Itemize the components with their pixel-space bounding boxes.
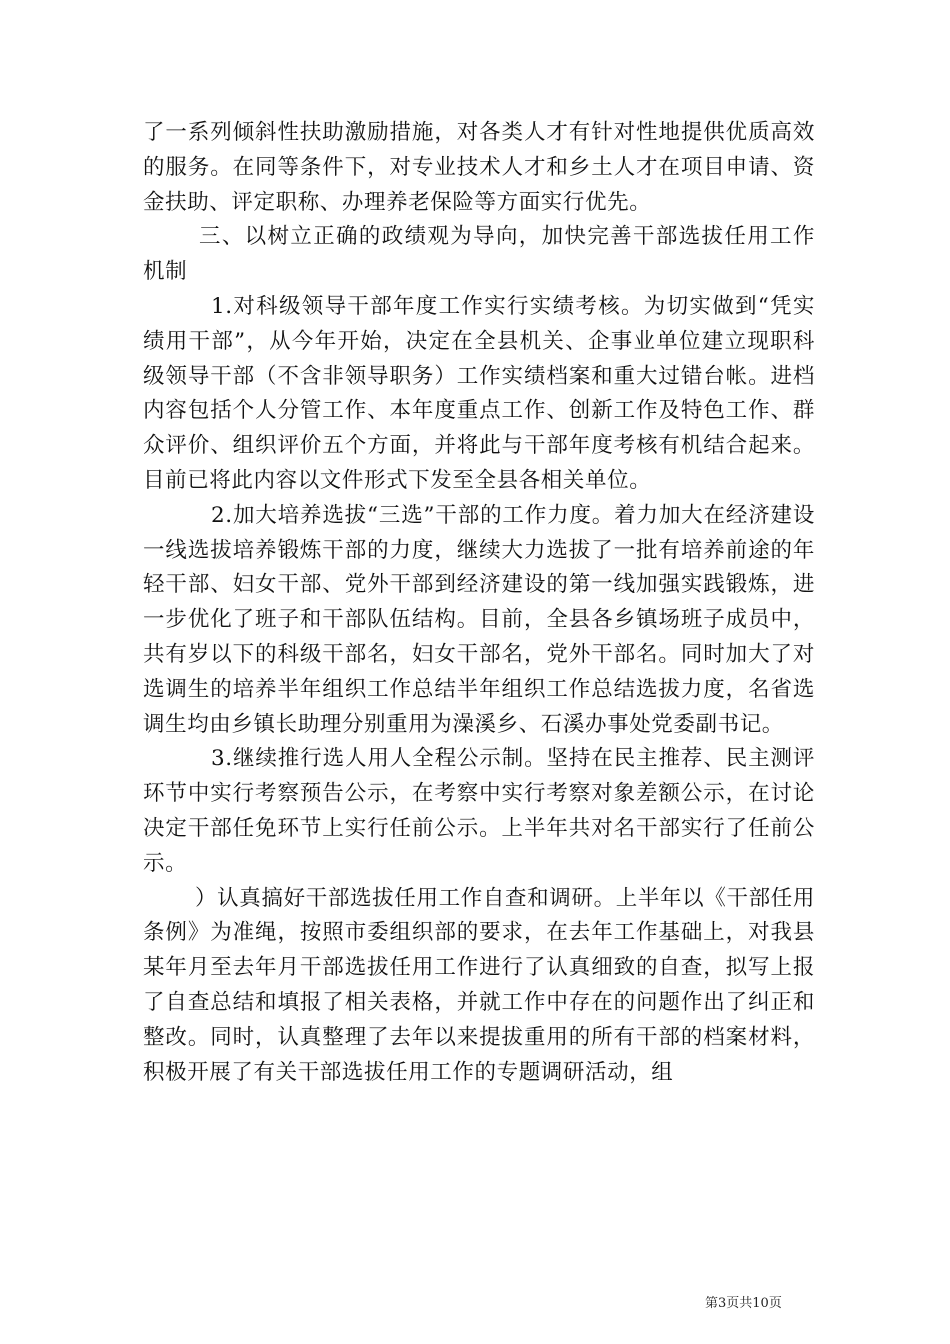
section-heading: 三、以树立正确的政绩观为导向，加快完善干部选拔任用工作机制	[143, 224, 815, 285]
paragraph-continuation: 了一系列倾斜性扶助激励措施，对各类人才有针对性地提供优质高效的服务。在同等条件下，对专业技术人才和乡土人才在项目申请、资金扶助、评定职称、办理养老保险等方面实行优先。	[143, 120, 815, 215]
list-item-1: 1.对科级领导干部年度工作实行实绩考核。为切实做到“凭实绩用干部”，从今年开始，决定在全县机关、企事业单位建立现职科级领导干部（不含非领导职务）工作实绩档案和重大过错台帐。进档内容包括个人分管工作、本年度重点工作、创新工作及特色工作、群众评价、组织评价五个方面，并将此与干部年度考核有机结合起来。目前已将此内容以文件形式下发至全县各相关单位。	[143, 293, 815, 493]
paragraph-self-inspection: ）认真搞好干部选拔任用工作自查和调研。上半年以《干部任用条例》为准绳，按照市委组织部的要求，在去年工作基础上，对我县某年月至去年月干部选拔任用工作进行了认真细致的自查，拟写上报了自查总结和填报了相关表格，并就工作中存在的问题作出了纠正和整改。同时，认真整理了去年以来提拔重用的所有干部的档案材料，积极开展了有关干部选拔任用工作的专题调研活动，组	[143, 885, 815, 1085]
document-body	[143, 116, 815, 1090]
list-item-3: 3.继续推行选人用人全程公示制。坚持在民主推荐、民主测评环节中实行考察预告公示，在考察中实行考察对象差额公示，在讨论决定干部任免环节上实行任前公示。上半年共对名干部实行了任前公示。	[143, 746, 815, 876]
list-item-2: 2.加大培养选拔“三选”干部的工作力度。着力加大在经济建设一线选拔培养锻炼干部的力度，继续大力选拔了一批有培养前途的年轻干部、妇女干部、党外干部到经济建设的第一线加强实践锻炼，进一步优化了班子和干部队伍结构。目前，全县各乡镇场班子成员中，共有岁以下的科级干部名，妇女干部名，党外干部名。同时加大了对选调生的培养半年组织工作总结半年组织工作总结选拔力度，名省选调生均由乡镇长助理分别重用为澡溪乡、石溪办事处党委副书记。	[143, 502, 815, 737]
page-number-footer: 第3页共10页	[705, 1296, 782, 1311]
